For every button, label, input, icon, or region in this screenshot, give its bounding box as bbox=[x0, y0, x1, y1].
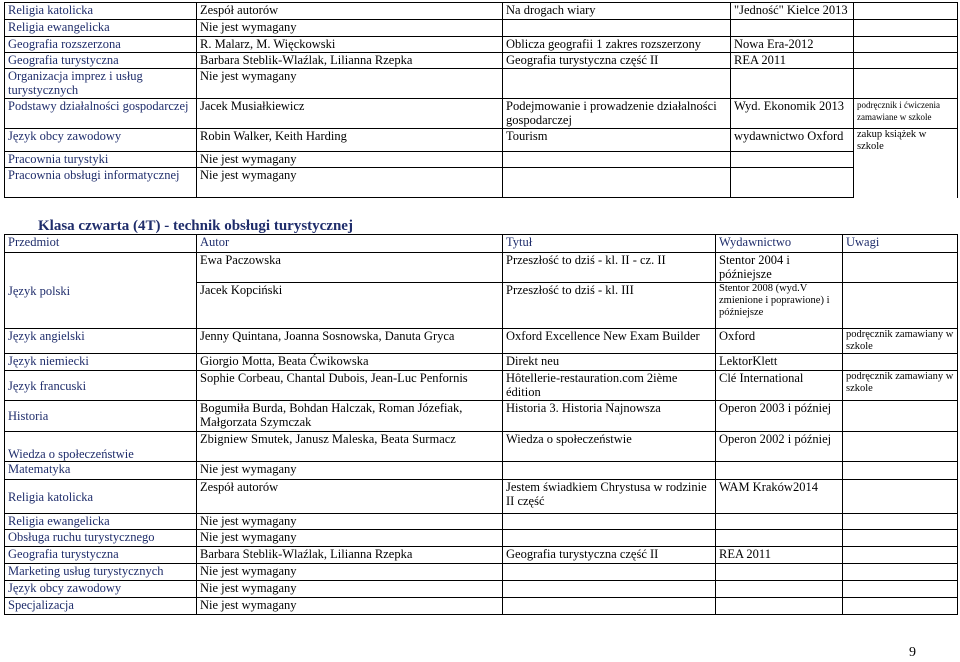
notes-cell bbox=[843, 401, 958, 432]
table-row bbox=[5, 99, 958, 129]
table-row bbox=[5, 514, 958, 530]
table-row bbox=[5, 564, 958, 581]
booklist-table-top bbox=[4, 2, 958, 198]
publisher-cell bbox=[716, 530, 843, 547]
author-cell: Nie jest wymagany bbox=[197, 69, 503, 99]
publisher-cell bbox=[731, 20, 854, 37]
subject-cell: Geografia rozszerzona bbox=[5, 37, 197, 53]
notes-cell: podręcznik i ćwiczenia zamawiane w szkole bbox=[854, 99, 958, 129]
title-cell: Hôtellerie-restauration.com 2ième édition bbox=[503, 371, 716, 401]
author-cell: Nie jest wymagany bbox=[197, 462, 503, 480]
notes-cell bbox=[843, 547, 958, 564]
title-cell: Oblicza geografii 1 zakres rozszerzony bbox=[503, 37, 731, 53]
title-cell: Historia 3. Historia Najnowsza bbox=[503, 401, 716, 432]
notes-cell bbox=[854, 53, 958, 69]
title-cell: Podejmowanie i prowadzenie działalności gospodarczej bbox=[503, 99, 731, 129]
notes-cell bbox=[843, 598, 958, 615]
title-cell bbox=[503, 598, 716, 615]
title-cell bbox=[503, 462, 716, 480]
subject-cell: Pracownia turystyki bbox=[5, 152, 197, 168]
subject-cell: Historia bbox=[5, 401, 197, 432]
author-cell: Nie jest wymagany bbox=[197, 168, 503, 198]
author-cell: Zespół autorów bbox=[197, 3, 503, 20]
notes-cell bbox=[854, 20, 958, 37]
publisher-cell: WAM Kraków2014 bbox=[716, 480, 843, 514]
publisher-cell bbox=[731, 168, 854, 198]
notes-cell bbox=[843, 530, 958, 547]
author-cell: Robin Walker, Keith Harding bbox=[197, 129, 503, 152]
author-cell: Jenny Quintana, Joanna Sosnowska, Danuta Gryca bbox=[197, 329, 503, 354]
publisher-cell: Wyd. Ekonomik 2013 bbox=[731, 99, 854, 129]
author-cell: Zespół autorów bbox=[197, 480, 503, 514]
publisher-cell: Operon 2003 i później bbox=[716, 401, 843, 432]
author-cell: Nie jest wymagany bbox=[197, 152, 503, 168]
subject-cell: Język niemiecki bbox=[5, 354, 197, 371]
author-cell: Nie jest wymagany bbox=[197, 598, 503, 615]
title-cell: Przeszłość to dziś - kl. III bbox=[503, 283, 716, 329]
table-row bbox=[5, 401, 958, 432]
author-cell: R. Malarz, M. Więckowski bbox=[197, 37, 503, 53]
title-cell: Przeszłość to dziś - kl. II - cz. II bbox=[503, 253, 716, 283]
table-row bbox=[5, 129, 958, 152]
author-cell: Nie jest wymagany bbox=[197, 20, 503, 37]
header-author: Autor bbox=[197, 235, 503, 253]
subject-cell: Geografia turystyczna bbox=[5, 547, 197, 564]
table-row bbox=[5, 20, 958, 37]
title-cell: Direkt neu bbox=[503, 354, 716, 371]
notes-cell bbox=[843, 253, 958, 283]
publisher-cell bbox=[716, 564, 843, 581]
header-title: Tytuł bbox=[503, 235, 716, 253]
publisher-cell: Clé International bbox=[716, 371, 843, 401]
author-cell: Barbara Steblik-Wlaźlak, Lilianna Rzepka bbox=[197, 53, 503, 69]
subject-cell: Język obcy zawodowy bbox=[5, 129, 197, 152]
subject-cell: Matematyka bbox=[5, 462, 197, 480]
table-row bbox=[5, 432, 958, 462]
author-cell: Nie jest wymagany bbox=[197, 564, 503, 581]
section-title: Klasa czwarta (4T) - technik obsługi turystycznej bbox=[38, 218, 353, 234]
subject-cell: Marketing usług turystycznych bbox=[5, 564, 197, 581]
publisher-cell bbox=[716, 581, 843, 598]
title-cell: Jestem świadkiem Chrystusa w rodzinie II część bbox=[503, 480, 716, 514]
notes-cell bbox=[843, 581, 958, 598]
notes-cell bbox=[843, 283, 958, 329]
subject-cell: Podstawy działalności gospodarczej bbox=[5, 99, 197, 129]
publisher-cell: Oxford bbox=[716, 329, 843, 354]
author-cell: Jacek Musiałkiewicz bbox=[197, 99, 503, 129]
subject-cell: Język polski bbox=[5, 253, 197, 329]
subject-cell: Pracownia obsługi informatycznej bbox=[5, 168, 197, 198]
table-row bbox=[5, 581, 958, 598]
publisher-cell bbox=[716, 598, 843, 615]
title-cell: Na drogach wiary bbox=[503, 3, 731, 20]
subject-cell: Geografia turystyczna bbox=[5, 53, 197, 69]
publisher-cell: Stentor 2008 (wyd.V zmienione i poprawione) i późniejsze bbox=[716, 283, 843, 329]
notes-cell bbox=[843, 480, 958, 514]
subject-cell: Obsługa ruchu turystycznego bbox=[5, 530, 197, 547]
notes-cell bbox=[854, 3, 958, 20]
title-cell bbox=[503, 564, 716, 581]
subject-cell: Religia ewangelicka bbox=[5, 514, 197, 530]
table-row bbox=[5, 371, 958, 401]
subject-cell: Język angielski bbox=[5, 329, 197, 354]
notes-cell: zakup książek w szkole bbox=[854, 129, 958, 198]
notes-cell: podręcznik zamawiany w szkole bbox=[843, 329, 958, 354]
publisher-cell bbox=[731, 69, 854, 99]
author-cell: Giorgio Motta, Beata Ćwikowska bbox=[197, 354, 503, 371]
header-notes: Uwagi bbox=[843, 235, 958, 253]
publisher-cell bbox=[716, 514, 843, 530]
table-row bbox=[5, 480, 958, 514]
table-header-row bbox=[5, 235, 958, 253]
table-row bbox=[5, 69, 958, 99]
author-cell: Nie jest wymagany bbox=[197, 581, 503, 598]
table-row bbox=[5, 598, 958, 615]
subject-cell: Religia katolicka bbox=[5, 3, 197, 20]
title-cell bbox=[503, 581, 716, 598]
author-cell: Zbigniew Smutek, Janusz Maleska, Beata Surmacz bbox=[197, 432, 503, 462]
subject-cell: Język francuski bbox=[5, 371, 197, 401]
table-row bbox=[5, 462, 958, 480]
notes-cell bbox=[843, 514, 958, 530]
table-row bbox=[5, 53, 958, 69]
notes-cell: podręcznik zamawiany w szkole bbox=[843, 371, 958, 401]
title-cell bbox=[503, 152, 731, 168]
notes-cell bbox=[843, 462, 958, 480]
subject-cell: Religia katolicka bbox=[5, 480, 197, 514]
table-row bbox=[5, 530, 958, 547]
publisher-cell: Nowa Era-2012 bbox=[731, 37, 854, 53]
publisher-cell: REA 2011 bbox=[731, 53, 854, 69]
title-cell: Tourism bbox=[503, 129, 731, 152]
title-cell bbox=[503, 168, 731, 198]
author-cell: Sophie Corbeau, Chantal Dubois, Jean-Luc Penfornis bbox=[197, 371, 503, 401]
author-cell: Nie jest wymagany bbox=[197, 530, 503, 547]
subject-cell: Organizacja imprez i usług turystycznych bbox=[5, 69, 197, 99]
title-cell bbox=[503, 514, 716, 530]
title-cell: Wiedza o społeczeństwie bbox=[503, 432, 716, 462]
publisher-cell: Stentor 2004 i późniejsze bbox=[716, 253, 843, 283]
publisher-cell bbox=[716, 462, 843, 480]
subject-cell: Religia ewangelicka bbox=[5, 20, 197, 37]
publisher-cell bbox=[731, 152, 854, 168]
title-cell bbox=[503, 69, 731, 99]
publisher-cell: wydawnictwo Oxford bbox=[731, 129, 854, 152]
author-cell: Ewa Paczowska bbox=[197, 253, 503, 283]
title-cell: Geografia turystyczna część II bbox=[503, 547, 716, 564]
table-row bbox=[5, 3, 958, 20]
author-cell: Bogumiła Burda, Bohdan Halczak, Roman Józefiak, Małgorzata Szymczak bbox=[197, 401, 503, 432]
header-publisher: Wydawnictwo bbox=[716, 235, 843, 253]
notes-cell bbox=[854, 37, 958, 53]
notes-cell bbox=[854, 69, 958, 99]
notes-cell bbox=[843, 564, 958, 581]
table-row bbox=[5, 354, 958, 371]
header-subject: Przedmiot bbox=[5, 235, 197, 253]
notes-cell bbox=[843, 354, 958, 371]
publisher-cell: "Jedność" Kielce 2013 bbox=[731, 3, 854, 20]
subject-cell: Wiedza o społeczeństwie bbox=[5, 432, 197, 462]
subject-cell: Specjalizacja bbox=[5, 598, 197, 615]
table-row bbox=[5, 152, 958, 168]
author-cell: Barbara Steblik-Wlaźlak, Lilianna Rzepka bbox=[197, 547, 503, 564]
title-cell: Geografia turystyczna część II bbox=[503, 53, 731, 69]
booklist-table-4t bbox=[4, 234, 958, 615]
table-row bbox=[5, 168, 958, 198]
title-cell bbox=[503, 530, 716, 547]
publisher-cell: REA 2011 bbox=[716, 547, 843, 564]
notes-cell bbox=[843, 432, 958, 462]
table-row bbox=[5, 253, 958, 283]
page-number: 9 bbox=[909, 645, 916, 660]
table-row bbox=[5, 329, 958, 354]
publisher-cell: Operon 2002 i później bbox=[716, 432, 843, 462]
publisher-cell: LektorKlett bbox=[716, 354, 843, 371]
title-cell: Oxford Excellence New Exam Builder bbox=[503, 329, 716, 354]
table-row bbox=[5, 547, 958, 564]
author-cell: Nie jest wymagany bbox=[197, 514, 503, 530]
subject-cell: Język obcy zawodowy bbox=[5, 581, 197, 598]
author-cell: Jacek Kopciński bbox=[197, 283, 503, 329]
table-row bbox=[5, 37, 958, 53]
title-cell bbox=[503, 20, 731, 37]
